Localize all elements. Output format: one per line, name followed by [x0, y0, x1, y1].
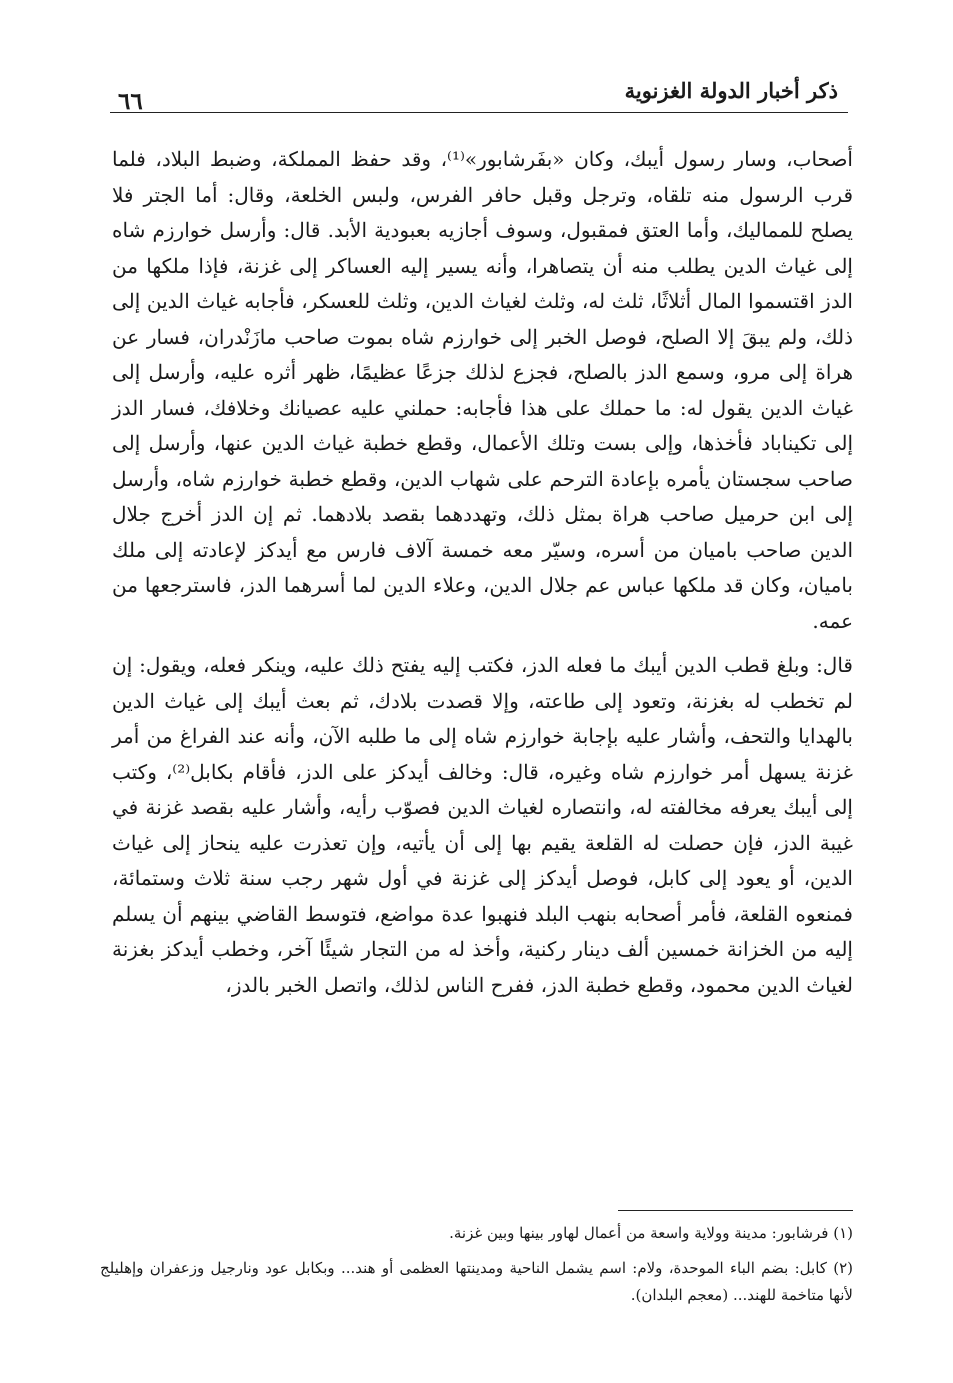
footnote-1: (١) فرشابور: مدينة وولاية واسعة من أعمال لهاور بينها وبين غزنة.: [449, 1224, 853, 1242]
running-head: [110, 74, 848, 114]
footnote-separator: [618, 1210, 853, 1211]
running-title: ذكر أخبار الدولة الغزنوية: [624, 78, 838, 103]
footnotes: [100, 1220, 853, 1309]
footnote-2: (٢) كابل: بضم الباء الموحدة، ولام: اسم يشمل الناحية ومدينتها العظمى أو هند... وبكابل عود ونارجيل وزعفران وإهليلج لأنها متاخمة للهند... (معجم البلدان).: [100, 1259, 853, 1304]
paragraph-2: قال: وبلغ قطب الدين أيبك ما فعله الدز، فكتب إليه يفتح ذلك عليه، وينكر فعله، ويقول: إن لم تخطب له بغزنة، وتعود إلى طاعته، وإلا قصدت بلادك، ثم بعث أيبك إلى غياث الدين بالهدايا والتحف، وأشار عليه بإجابة خوارزم شاه إلى ما طلبه الآن، وأنه عند الفراغ من أمر غزنة يسهل أمر خوارزم شاه وغيره، قال: وخالف أيدكز على الدز، فأقام بكابل⁽²⁾، وكتب إلى أيبك يعرفه مخالفته له، وانتصاره لغياث الدين فصوّب رأيه، وأشار عليه بقصد غزنة في غيبة الدز، فإن حصلت له القلعة يقيم بها إلى أن يأتيه، وإن تعذرت عليه ينحاز إلى غياث الدين، أو يعود إلى كابل، فوصل أيدكز إلى غزنة في أول شهر رجب سنة ثلاث وستمائة، فمنعوه القلعة، فأمر أصحابه بنهب البلد فنهبوا عدة مواضع، فتوسط القاضي بينهم أن يسلم إليه من الخزانة خمسين ألف دينار ركنية، وأخذ له من التجار شيئًا آخر، وخطب أيدكز بغزنة لغياث الدين محمود، وقطع خطبة الدز، ففرح الناس لذلك، واتصل الخبر بالدز،: [112, 653, 853, 997]
page-number: ٦٦: [118, 88, 143, 115]
header-rule: [110, 112, 848, 113]
body-text: [112, 142, 853, 1003]
paragraph-1: أصحاب، وسار رسول أيبك، وكان «بفَرشابور»⁽¹⁾، وقد حفظ المملكة، وضبط البلاد، فلما قرب الرسول منه تلقاه، وترجل وقبل حافر الفرس، ولبس الخلعة، وقال: أما الجتر فلا يصلح للمماليك، وأما العتق فمقبول، وسوف أجازيه بعبودية الأبد. قال: وأرسل خوارزم شاه إلى غياث الدين يطلب منه أن يتصاهرا، وأنه يسير إليه العساكر إلى غزنة، فإذا ملكها من الدز اقتسموا المال أثلاثًا، ثلث له، وثلث لغياث الدين، وثلث للعسكر، فأجابه غياث الدين إلى ذلك، ولم يبقَ إلا الصلح، فوصل الخبر إلى خوارزم شاه بموت صاحب مازَنْدران، فسار عن هراة إلى مرو، وسمع الدز بالصلح، فجزع لذلك جزعًا عظيمًا، ظهر أثره عليه، وأرسل إلى غياث الدين يقول له: ما حملك على هذا فأجابه: حملني عليه عصيانك وخلافك، فسار الدز إلى تكيناباد فأخذها، وإلى بست وتلك الأعمال، وقطع خطبة غياث الدين عنها، وأرسل إلى صاحب سجستان يأمره بإعادة الترحم على شهاب الدين، وقطع خطبة خوارزم شاه، وأرسل إلى ابن حرميل صاحب هراة بمثل ذلك، وتهددهما بقصد بلادهما. ثم إن الدز أخرج جلال الدين صاحب باميان من أسره، وسيّر معه خمسة آلاف فارس مع أيدكز لإعادته إلى ملك باميان، وكان قد ملكها عباس عم جلال الدين، وعلاء الدين لما أسرهما الدز، فاسترجعها من عمه.: [112, 147, 854, 633]
